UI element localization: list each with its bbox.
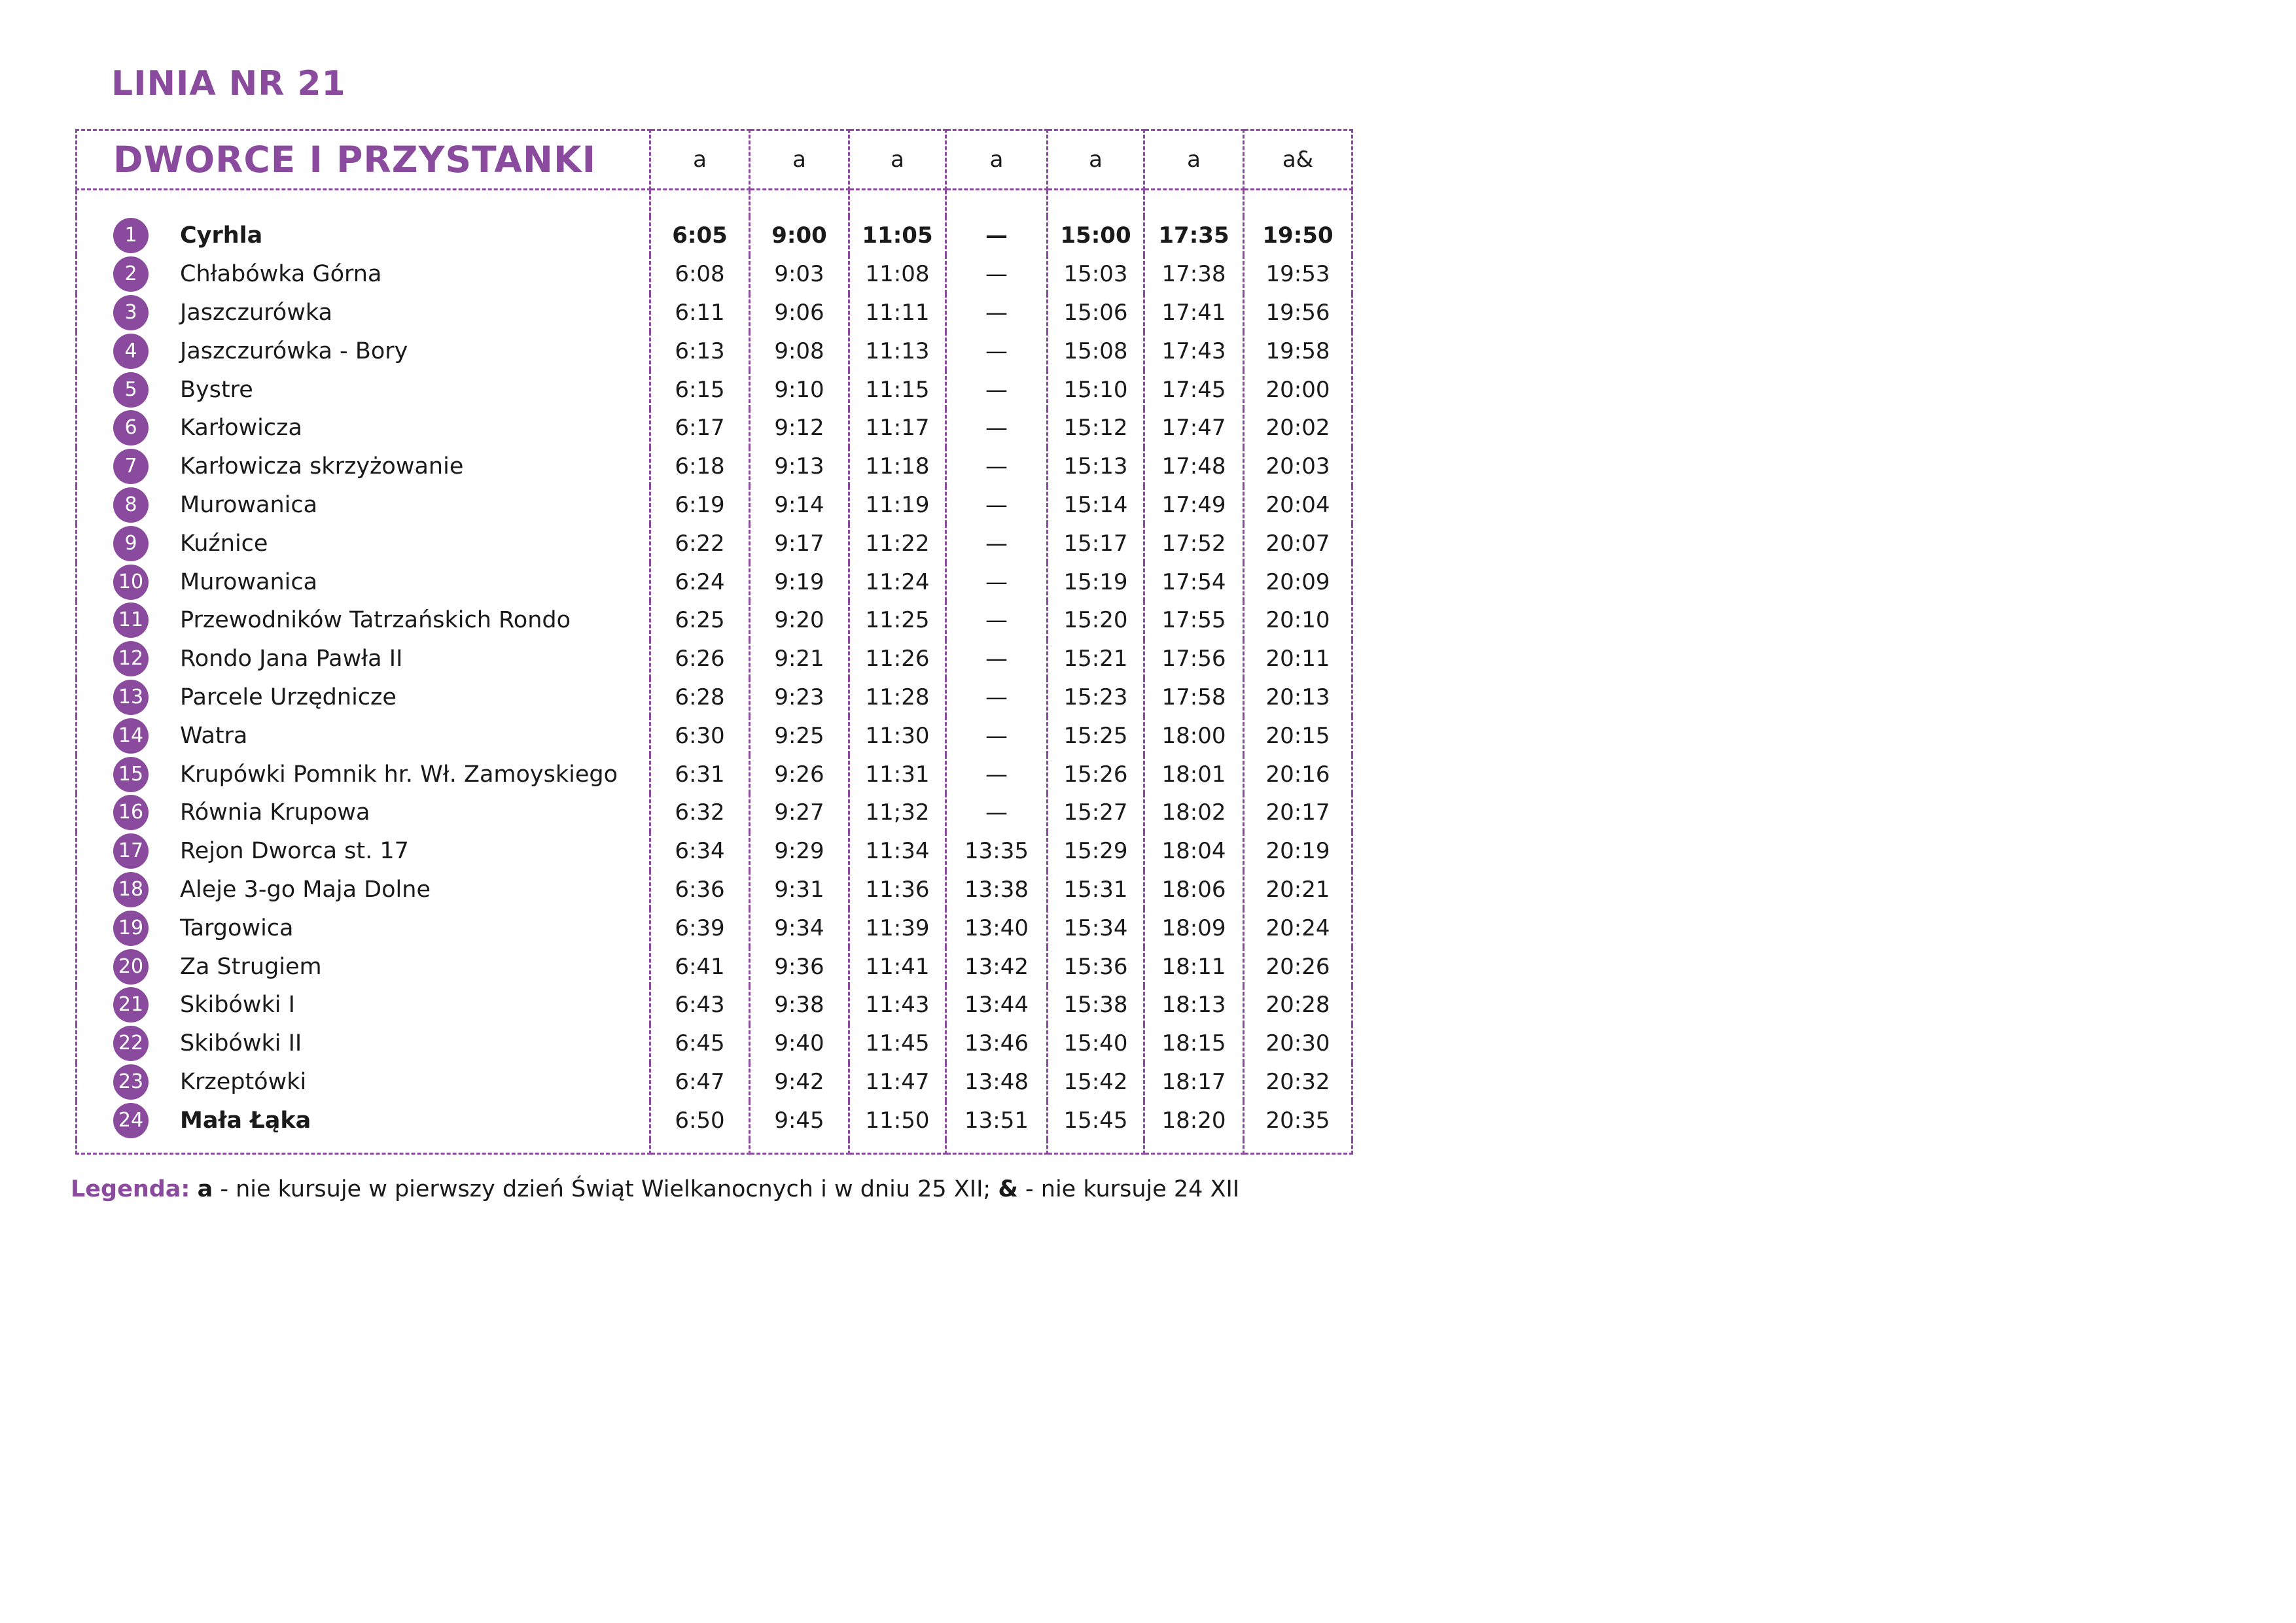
departure-time: 13:51: [946, 1101, 1048, 1140]
departure-time: 13:48: [946, 1063, 1048, 1102]
departure-time: 6:30: [650, 716, 750, 755]
departure-time: 15:23: [1048, 678, 1144, 717]
departure-time: 15:34: [1048, 909, 1144, 947]
stop-row: [77, 217, 1352, 255]
departure-time: 9:29: [750, 832, 849, 871]
departure-time: 13:44: [946, 986, 1048, 1024]
stop-cell: [77, 563, 650, 601]
stop-row: [77, 947, 1352, 986]
departure-time: 11:34: [849, 832, 946, 871]
departure-time: 11:26: [849, 640, 946, 678]
departure-time: 15:08: [1048, 332, 1144, 370]
departure-time: 6:18: [650, 447, 750, 486]
departure-time: 9:21: [750, 640, 849, 678]
departure-time: 17:35: [1144, 217, 1244, 255]
departure-time: 11:30: [849, 716, 946, 755]
stop-number-badge: 22: [113, 1026, 149, 1061]
stop-row: [77, 678, 1352, 717]
stop-cell: [77, 255, 650, 294]
stop-number-badge: 7: [113, 449, 149, 484]
departure-time: 9:06: [750, 294, 849, 332]
stop-number-badge: 9: [113, 526, 149, 561]
departure-time: 18:02: [1144, 794, 1244, 832]
departure-time: 9:25: [750, 716, 849, 755]
stop-number-badge: 5: [113, 372, 149, 408]
stop-name: Karłowicza: [180, 415, 302, 442]
departure-time: 9:45: [750, 1101, 849, 1140]
stop-row: [77, 1063, 1352, 1102]
stop-number-badge: 14: [113, 718, 149, 754]
stop-name: Przewodników Tatrzańskich Rondo: [180, 607, 571, 634]
column-header: a: [1144, 130, 1244, 190]
departure-time: 20:15: [1244, 716, 1352, 755]
stop-number-badge: 18: [113, 872, 149, 907]
departure-time: 11:24: [849, 563, 946, 601]
departure-time: 11:17: [849, 409, 946, 447]
departure-time: 13:46: [946, 1024, 1048, 1063]
departure-time: 18:17: [1144, 1063, 1244, 1102]
stop-cell: [77, 1024, 650, 1063]
stops-column-header: DWORCE I PRZYSTANKI: [77, 130, 650, 190]
departure-time: 15:38: [1048, 986, 1144, 1024]
stop-name: Krzeptówki: [180, 1068, 307, 1095]
departure-time: 20:03: [1244, 447, 1352, 486]
stop-name: Bystre: [180, 376, 253, 403]
stop-row: [77, 486, 1352, 525]
column-header: a: [849, 130, 946, 190]
departure-time: —: [946, 755, 1048, 794]
departure-time: —: [946, 294, 1048, 332]
departure-time: 20:32: [1244, 1063, 1352, 1102]
departure-time: 20:26: [1244, 947, 1352, 986]
departure-time: 6:31: [650, 755, 750, 794]
stop-name: Watra: [180, 722, 248, 749]
departure-time: 17:54: [1144, 563, 1244, 601]
departure-time: 6:26: [650, 640, 750, 678]
departure-time: —: [946, 332, 1048, 370]
departure-time: 11:08: [849, 255, 946, 294]
stop-name: Krupówki Pomnik hr. Wł. Zamoyskiego: [180, 761, 618, 788]
departure-time: 9:34: [750, 909, 849, 947]
departure-time: 15:10: [1048, 370, 1144, 409]
stop-row: [77, 370, 1352, 409]
departure-time: 6:13: [650, 332, 750, 370]
stop-row: [77, 986, 1352, 1024]
departure-time: —: [946, 447, 1048, 486]
stop-row: [77, 832, 1352, 871]
departure-time: 17:43: [1144, 332, 1244, 370]
departure-time: —: [946, 640, 1048, 678]
timetable: [75, 129, 1353, 1155]
departure-time: 15:14: [1048, 486, 1144, 525]
departure-time: 17:52: [1144, 524, 1244, 563]
departure-time: 15:00: [1048, 217, 1144, 255]
stop-row: [77, 294, 1352, 332]
stop-cell: [77, 871, 650, 909]
departure-time: 6:50: [650, 1101, 750, 1140]
departure-time: 9:08: [750, 332, 849, 370]
stop-name: Rejon Dworca st. 17: [180, 838, 409, 865]
departure-time: 9:31: [750, 871, 849, 909]
stop-cell: [77, 409, 650, 447]
stop-name: Parcele Urzędnicze: [180, 684, 397, 710]
departure-time: 18:06: [1144, 871, 1244, 909]
departure-time: 9:23: [750, 678, 849, 717]
stop-cell: [77, 217, 650, 255]
departure-time: 20:13: [1244, 678, 1352, 717]
stop-number-badge: 2: [113, 256, 149, 292]
departure-time: —: [946, 524, 1048, 563]
legend-label: Legenda:: [71, 1176, 190, 1202]
stop-row: [77, 255, 1352, 294]
timetable-body: [77, 190, 1352, 1154]
departure-time: 17:38: [1144, 255, 1244, 294]
departure-time: 18:15: [1144, 1024, 1244, 1063]
legend-text-a: - nie kursuje w pierwszy dzień Świąt Wielkanocnych i w dniu 25 XII;: [213, 1176, 998, 1202]
departure-time: 9:17: [750, 524, 849, 563]
departure-time: 20:19: [1244, 832, 1352, 871]
departure-time: 15:26: [1048, 755, 1144, 794]
stop-number-badge: 1: [113, 218, 149, 253]
departure-time: 18:00: [1144, 716, 1244, 755]
stop-name: Równia Krupowa: [180, 799, 370, 826]
departure-time: 13:42: [946, 947, 1048, 986]
departure-time: 20:28: [1244, 986, 1352, 1024]
departure-time: 15:06: [1048, 294, 1144, 332]
stop-row: [77, 1101, 1352, 1140]
stop-row: [77, 871, 1352, 909]
stop-row: [77, 447, 1352, 486]
stop-number-badge: 12: [113, 641, 149, 676]
stop-row: [77, 909, 1352, 947]
departure-time: 6:11: [650, 294, 750, 332]
stop-name: Jaszczurówka - Bory: [180, 338, 408, 364]
departure-time: 20:07: [1244, 524, 1352, 563]
departure-time: 15:12: [1048, 409, 1144, 447]
stop-number-badge: 8: [113, 487, 149, 523]
departure-time: 11:50: [849, 1101, 946, 1140]
stop-cell: [77, 447, 650, 486]
departure-time: 6:47: [650, 1063, 750, 1102]
stop-cell: [77, 332, 650, 370]
departure-time: 11:31: [849, 755, 946, 794]
departure-time: 11:15: [849, 370, 946, 409]
departure-time: 11:11: [849, 294, 946, 332]
stop-cell: [77, 1101, 650, 1140]
departure-time: —: [946, 370, 1048, 409]
departure-time: 20:16: [1244, 755, 1352, 794]
departure-time: 6:17: [650, 409, 750, 447]
departure-time: 11:41: [849, 947, 946, 986]
departure-time: 13:40: [946, 909, 1048, 947]
stop-cell: [77, 986, 650, 1024]
departure-time: 9:36: [750, 947, 849, 986]
column-header: a: [1048, 130, 1144, 190]
stop-cell: [77, 678, 650, 717]
departure-time: 6:15: [650, 370, 750, 409]
departure-time: 18:11: [1144, 947, 1244, 986]
stop-number-badge: 19: [113, 911, 149, 946]
departure-time: 19:58: [1244, 332, 1352, 370]
departure-time: —: [946, 716, 1048, 755]
departure-time: 20:24: [1244, 909, 1352, 947]
stop-cell: [77, 755, 650, 794]
stop-number-badge: 3: [113, 295, 149, 330]
departure-time: 9:20: [750, 601, 849, 640]
departure-time: 11:13: [849, 332, 946, 370]
stop-number-badge: 15: [113, 757, 149, 792]
legend-symbol-a: a: [197, 1176, 213, 1202]
departure-time: 11:45: [849, 1024, 946, 1063]
stop-row: [77, 716, 1352, 755]
stop-name: Jaszczurówka: [180, 299, 332, 326]
departure-time: 9:38: [750, 986, 849, 1024]
departure-time: 9:40: [750, 1024, 849, 1063]
departure-time: 15:36: [1048, 947, 1144, 986]
stop-name: Skibówki I: [180, 992, 295, 1019]
departure-time: 9:14: [750, 486, 849, 525]
departure-time: 6:05: [650, 217, 750, 255]
departure-time: 11:28: [849, 678, 946, 717]
stop-number-badge: 21: [113, 987, 149, 1022]
departure-time: 6:22: [650, 524, 750, 563]
stop-row: [77, 794, 1352, 832]
column-header: a: [946, 130, 1048, 190]
stop-number-badge: 4: [113, 334, 149, 369]
stop-row: [77, 524, 1352, 563]
departure-time: 11:22: [849, 524, 946, 563]
stop-row: [77, 1024, 1352, 1063]
departure-time: 9:10: [750, 370, 849, 409]
departure-time: 18:13: [1144, 986, 1244, 1024]
departure-time: 17:41: [1144, 294, 1244, 332]
departure-time: 17:55: [1144, 601, 1244, 640]
stop-number-badge: 10: [113, 565, 149, 600]
departure-time: 6:36: [650, 871, 750, 909]
column-header: a: [750, 130, 849, 190]
legend-symbol-amp: &: [998, 1176, 1018, 1202]
stop-row: [77, 563, 1352, 601]
stop-name: Karłowicza skrzyżowanie: [180, 453, 464, 480]
departure-time: 6:32: [650, 794, 750, 832]
departure-time: 11:18: [849, 447, 946, 486]
departure-time: 20:21: [1244, 871, 1352, 909]
stop-cell: [77, 716, 650, 755]
stop-row: [77, 755, 1352, 794]
stop-number-badge: 13: [113, 680, 149, 715]
departure-time: 6:34: [650, 832, 750, 871]
departure-time: 17:58: [1144, 678, 1244, 717]
departure-time: 11:25: [849, 601, 946, 640]
departure-time: 6:43: [650, 986, 750, 1024]
stop-cell: [77, 1063, 650, 1102]
departure-time: 15:45: [1048, 1101, 1144, 1140]
departure-time: 15:03: [1048, 255, 1144, 294]
departure-time: 6:28: [650, 678, 750, 717]
departure-time: 6:19: [650, 486, 750, 525]
departure-time: 9:27: [750, 794, 849, 832]
stop-number-badge: 20: [113, 949, 149, 985]
departure-time: 18:20: [1144, 1101, 1244, 1140]
departure-time: 20:02: [1244, 409, 1352, 447]
departure-time: 20:11: [1244, 640, 1352, 678]
departure-time: 20:10: [1244, 601, 1352, 640]
stop-name: Mała Łąka: [180, 1107, 311, 1134]
departure-time: 17:45: [1144, 370, 1244, 409]
departure-time: 20:04: [1244, 486, 1352, 525]
stop-name: Za Strugiem: [180, 953, 322, 980]
departure-time: 9:26: [750, 755, 849, 794]
departure-time: 11:47: [849, 1063, 946, 1102]
stop-row: [77, 409, 1352, 447]
departure-time: —: [946, 678, 1048, 717]
departure-time: 15:19: [1048, 563, 1144, 601]
departure-time: 15:40: [1048, 1024, 1144, 1063]
departure-time: 20:00: [1244, 370, 1352, 409]
departure-time: 18:04: [1144, 832, 1244, 871]
stop-row: [77, 640, 1352, 678]
departure-time: —: [946, 217, 1048, 255]
header-row: [77, 130, 1352, 190]
departure-time: 19:50: [1244, 217, 1352, 255]
departure-time: 18:01: [1144, 755, 1244, 794]
stop-number-badge: 6: [113, 410, 149, 445]
departure-time: 9:19: [750, 563, 849, 601]
column-header: a: [650, 130, 750, 190]
departure-time: 13:35: [946, 832, 1048, 871]
departure-time: 18:09: [1144, 909, 1244, 947]
departure-time: —: [946, 409, 1048, 447]
departure-time: 6:41: [650, 947, 750, 986]
stop-number-badge: 11: [113, 602, 149, 638]
bottom-padding-row: [77, 1140, 1352, 1154]
departure-time: 15:31: [1048, 871, 1144, 909]
stop-number-badge: 23: [113, 1064, 149, 1100]
stop-cell: [77, 909, 650, 947]
stop-row: [77, 601, 1352, 640]
stop-name: Aleje 3-go Maja Dolne: [180, 876, 431, 903]
departure-time: 15:20: [1048, 601, 1144, 640]
legend-text-amp: - nie kursuje 24 XII: [1017, 1176, 1240, 1202]
departure-time: 6:24: [650, 563, 750, 601]
departure-time: 11:05: [849, 217, 946, 255]
departure-time: —: [946, 255, 1048, 294]
departure-time: 9:12: [750, 409, 849, 447]
departure-time: 20:17: [1244, 794, 1352, 832]
legend: [71, 1176, 1239, 1202]
stop-name: Cyrhla: [180, 222, 263, 249]
departure-time: 6:08: [650, 255, 750, 294]
departure-time: 9:13: [750, 447, 849, 486]
departure-time: 19:53: [1244, 255, 1352, 294]
stop-row: [77, 332, 1352, 370]
departure-time: 17:49: [1144, 486, 1244, 525]
departure-time: 19:56: [1244, 294, 1352, 332]
stop-cell: [77, 486, 650, 525]
departure-time: 17:47: [1144, 409, 1244, 447]
departure-time: 15:21: [1048, 640, 1144, 678]
departure-time: 20:35: [1244, 1101, 1352, 1140]
stop-cell: [77, 601, 650, 640]
stop-name: Targowica: [180, 915, 294, 941]
stop-name: Kuźnice: [180, 530, 268, 557]
stop-name: Chłabówka Górna: [180, 261, 382, 288]
departure-time: 17:56: [1144, 640, 1244, 678]
stop-name: Murowanica: [180, 568, 318, 595]
column-header: a&: [1244, 130, 1352, 190]
departure-time: 15:13: [1048, 447, 1144, 486]
departure-time: 15:27: [1048, 794, 1144, 832]
departure-time: 13:38: [946, 871, 1048, 909]
stop-cell: [77, 947, 650, 986]
stop-number-badge: 24: [113, 1103, 149, 1138]
stop-name: Rondo Jana Pawła II: [180, 646, 403, 672]
departure-time: 11:39: [849, 909, 946, 947]
departure-time: 15:17: [1048, 524, 1144, 563]
departure-time: 17:48: [1144, 447, 1244, 486]
departure-time: 20:30: [1244, 1024, 1352, 1063]
departure-time: 11:43: [849, 986, 946, 1024]
departure-time: —: [946, 794, 1048, 832]
departure-time: 11:19: [849, 486, 946, 525]
departure-time: 15:42: [1048, 1063, 1144, 1102]
departure-time: 6:39: [650, 909, 750, 947]
spacer-row: [77, 190, 1352, 217]
departure-time: 9:03: [750, 255, 849, 294]
stop-cell: [77, 294, 650, 332]
stop-cell: [77, 640, 650, 678]
departure-time: —: [946, 601, 1048, 640]
departure-time: 6:25: [650, 601, 750, 640]
departure-time: 9:00: [750, 217, 849, 255]
page-title: LINIA NR 21: [111, 64, 346, 103]
departure-time: 9:42: [750, 1063, 849, 1102]
departure-time: —: [946, 486, 1048, 525]
stop-cell: [77, 832, 650, 871]
stop-cell: [77, 794, 650, 832]
departure-time: 11;32: [849, 794, 946, 832]
departure-time: 15:29: [1048, 832, 1144, 871]
stop-cell: [77, 370, 650, 409]
departure-time: 20:09: [1244, 563, 1352, 601]
departure-time: —: [946, 563, 1048, 601]
stop-number-badge: 16: [113, 795, 149, 830]
departure-time: 15:25: [1048, 716, 1144, 755]
stop-name: Skibówki II: [180, 1030, 302, 1057]
departure-time: 11:36: [849, 871, 946, 909]
stop-name: Murowanica: [180, 491, 318, 518]
departure-time: 6:45: [650, 1024, 750, 1063]
stop-number-badge: 17: [113, 833, 149, 869]
stop-cell: [77, 524, 650, 563]
